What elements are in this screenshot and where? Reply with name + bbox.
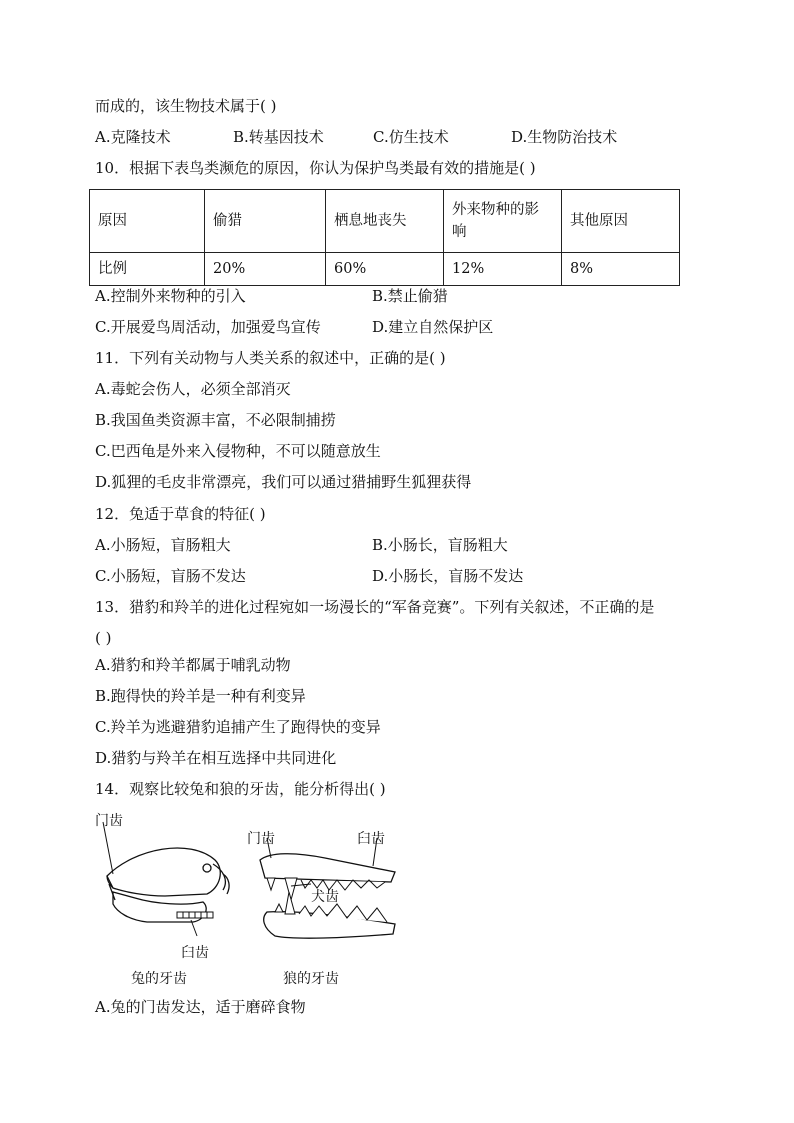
q12-option-b: B.小肠长，盲肠粗大	[372, 536, 508, 554]
teeth-comparison-figure	[95, 808, 415, 988]
wolf-incisor-label: 门齿	[247, 831, 275, 847]
q9-option-c: C.仿生技术	[373, 128, 449, 146]
q11-option-b: B.我国鱼类资源丰富，不必限制捕捞	[95, 411, 336, 429]
table-cell: 12%	[444, 253, 562, 286]
wolf-molar-label: 臼齿	[357, 831, 385, 847]
q14-stem: 14．观察比较兔和狼的牙齿，能分析得出( )	[95, 780, 386, 798]
wolf-canine-label: 犬齿	[311, 889, 339, 905]
wolf-teeth-caption: 狼的牙齿	[283, 971, 339, 987]
q10-option-c: C.开展爱鸟周活动，加强爱鸟宣传	[95, 318, 321, 336]
q9-option-b: B.转基因技术	[233, 128, 324, 146]
table-cell: 8%	[562, 253, 680, 286]
q11-stem: 11．下列有关动物与人类关系的叙述中，正确的是( )	[95, 349, 446, 367]
table-cell: 20%	[205, 253, 326, 286]
q10-stem: 10．根据下表鸟类濒危的原因，你认为保护鸟类最有效的措施是( )	[95, 159, 536, 177]
table-cell: 原因	[90, 190, 205, 253]
q13-stem-cont: ( )	[95, 629, 112, 647]
rabbit-teeth-caption: 兔的牙齿	[131, 971, 187, 987]
table-cell: 栖息地丧失	[326, 190, 444, 253]
endangered-birds-table	[89, 189, 680, 286]
q12-option-a: A.小肠短，盲肠粗大	[95, 536, 231, 554]
q11-option-a: A.毒蛇会伤人，必须全部消灭	[95, 380, 291, 398]
q11-option-c: C.巴西龟是外来入侵物种，不可以随意放生	[95, 442, 381, 460]
table-cell: 其他原因	[562, 190, 680, 253]
q10-option-b: B.禁止偷猎	[372, 287, 448, 305]
q10-option-d: D.建立自然保护区	[372, 318, 494, 336]
table-cell: 比例	[90, 253, 205, 286]
q12-option-c: C.小肠短，盲肠不发达	[95, 567, 246, 585]
rabbit-molars	[177, 912, 213, 918]
table-cell: 60%	[326, 253, 444, 286]
table-cell: 外来物种的影响	[444, 190, 562, 253]
table-row	[90, 253, 680, 286]
q9-option-d: D.生物防治技术	[511, 128, 618, 146]
q9-stem-tail: 而成的，该生物技术属于( )	[95, 97, 277, 115]
q12-option-d: D.小肠长，盲肠不发达	[372, 567, 524, 585]
rabbit-molar-label: 臼齿	[181, 945, 209, 961]
rabbit-skull-drawing	[107, 848, 229, 922]
q11-option-d: D.狐狸的毛皮非常漂亮，我们可以通过猎捕野生狐狸获得	[95, 473, 472, 491]
q13-stem: 13．猎豹和羚羊的进化过程宛如一场漫长的“军备竞赛”。下列有关叙述，不正确的是	[95, 598, 655, 616]
rabbit-incisor-label: 门齿	[95, 813, 123, 829]
q13-option-a: A.猎豹和羚羊都属于哺乳动物	[95, 656, 291, 674]
q13-option-b: B.跑得快的羚羊是一种有利变异	[95, 687, 306, 705]
q10-option-a: A.控制外来物种的引入	[95, 287, 246, 305]
q9-option-a: A.克隆技术	[95, 128, 171, 146]
q13-option-c: C.羚羊为逃避猎豹追捕产生了跑得快的变异	[95, 718, 381, 736]
q14-option-a: A.兔的门齿发达，适于磨碎食物	[95, 998, 306, 1016]
q13-option-d: D.猎豹与羚羊在相互选择中共同进化	[95, 749, 337, 767]
table-header-row	[90, 190, 680, 253]
table-cell: 偷猎	[205, 190, 326, 253]
q12-stem: 12．兔适于草食的特征( )	[95, 505, 266, 523]
